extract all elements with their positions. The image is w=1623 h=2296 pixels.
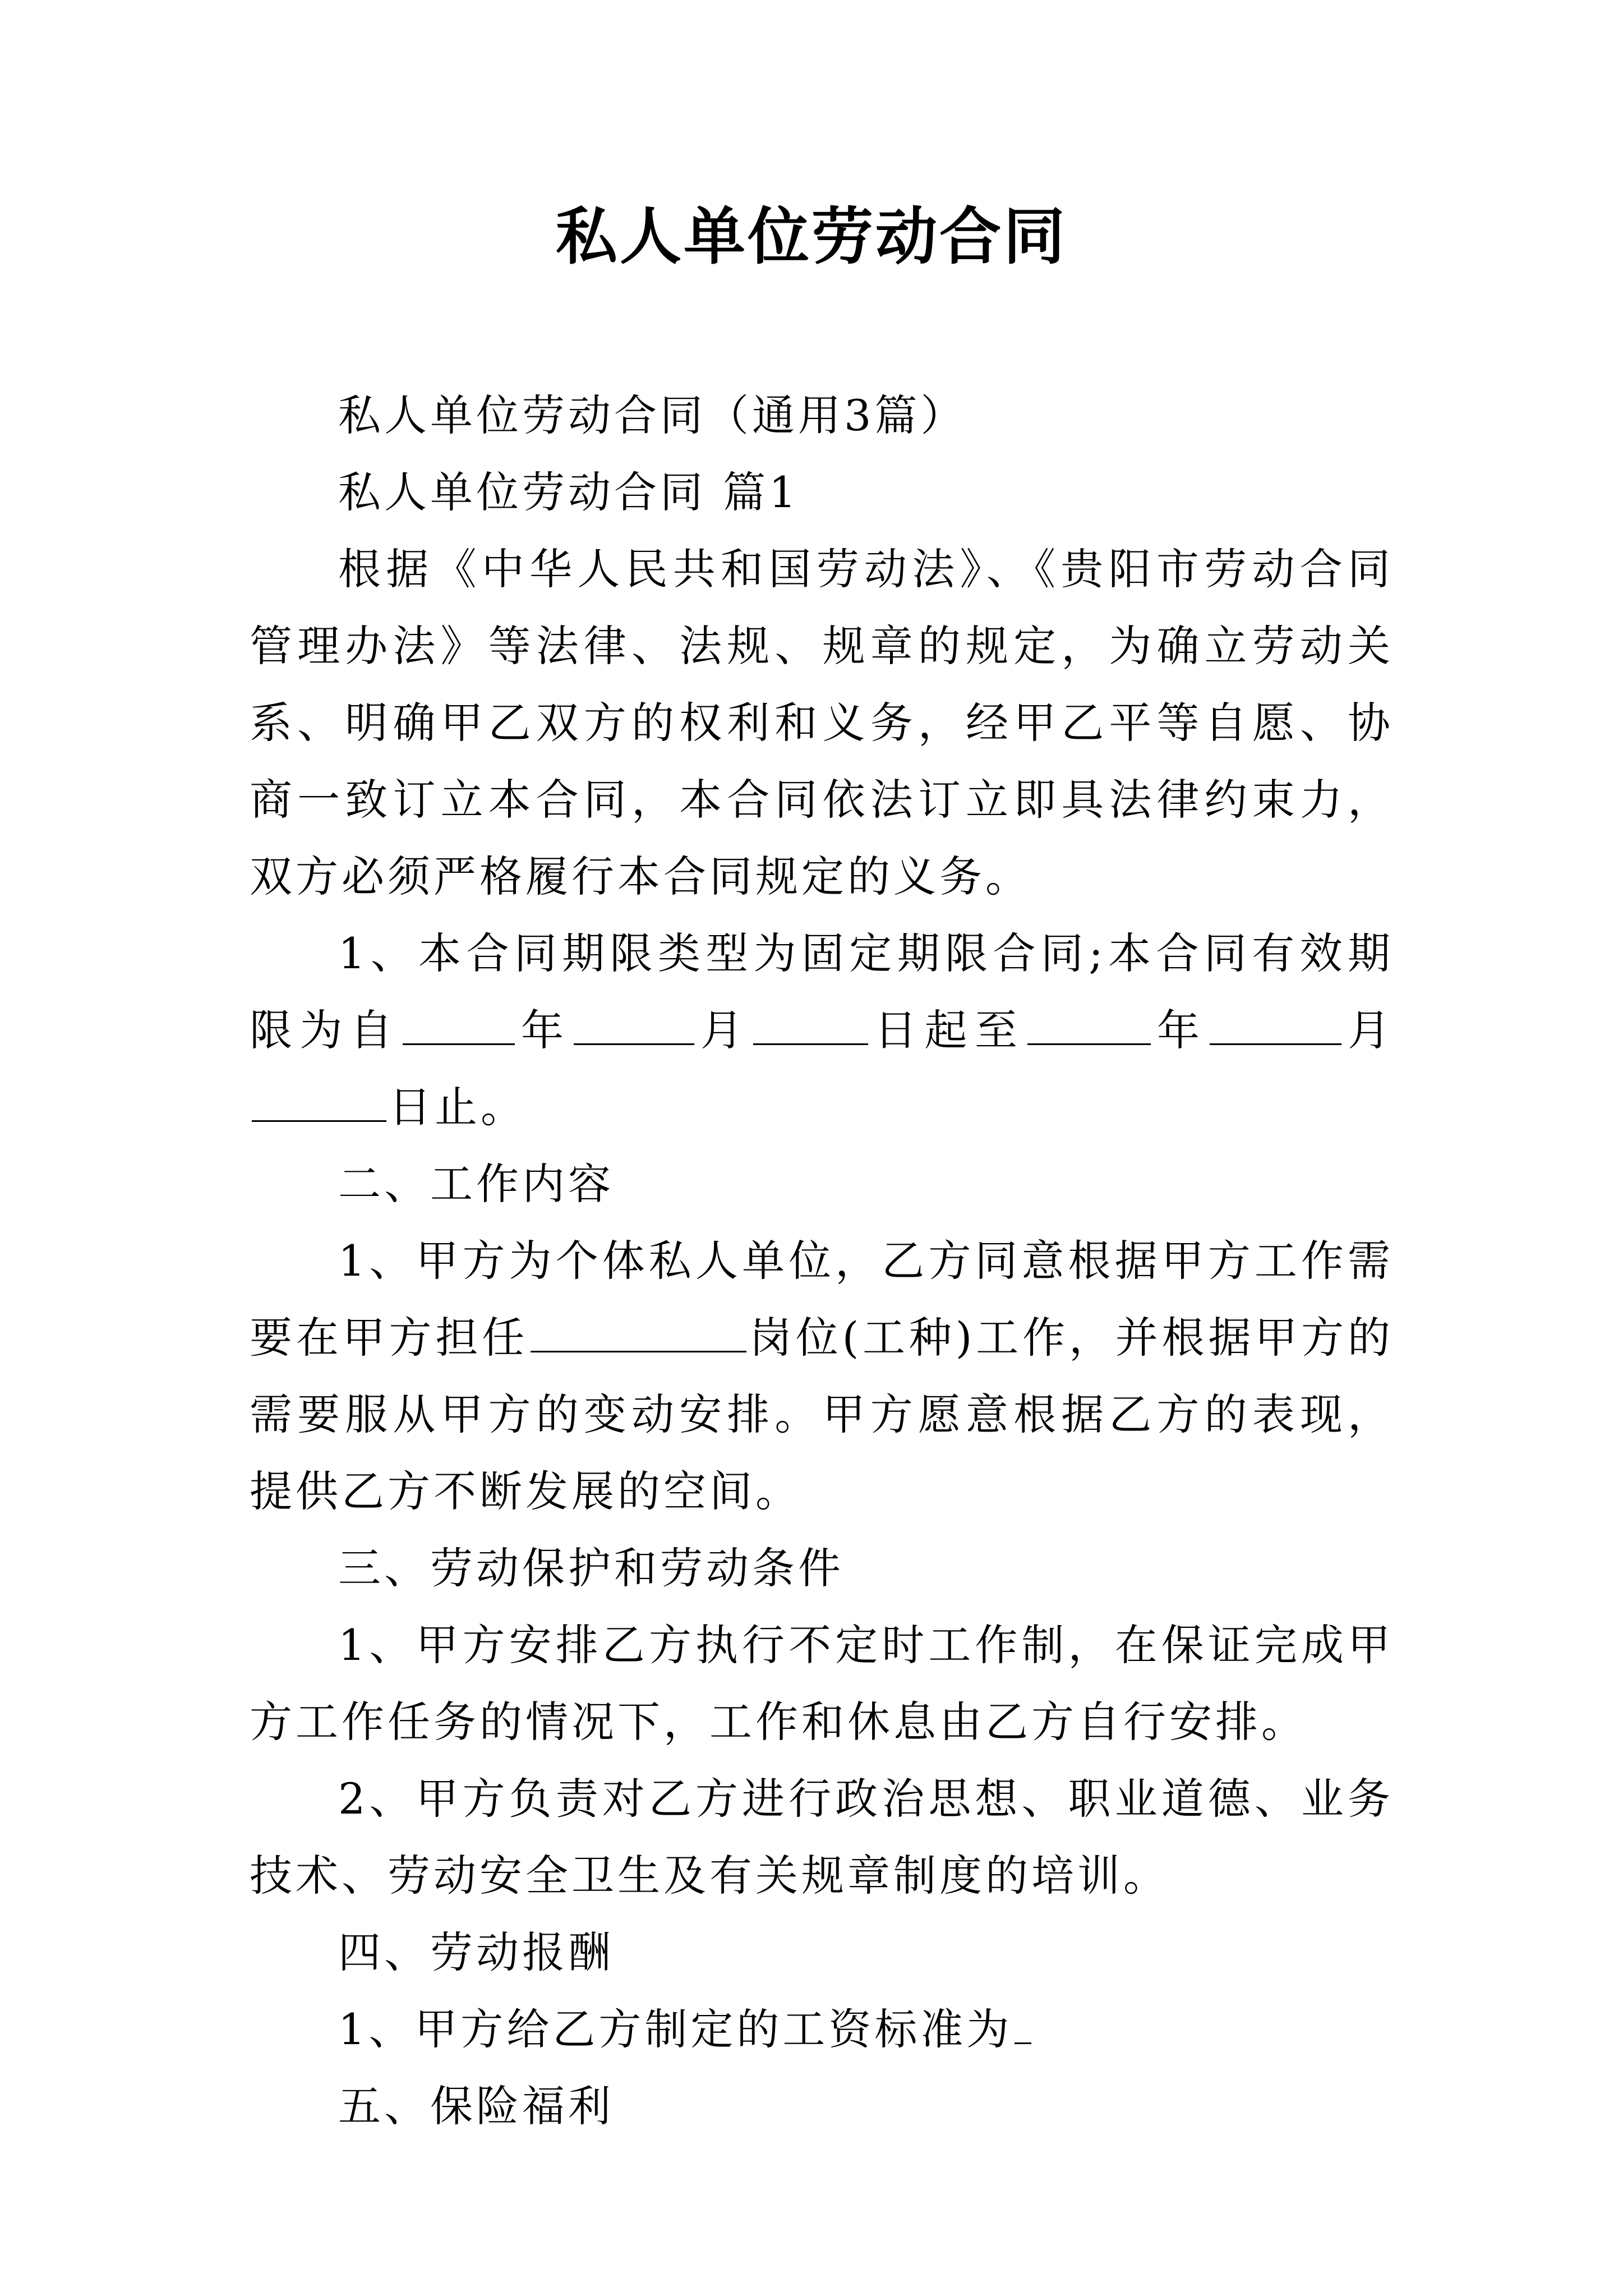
- term-text-b: 年: [517, 1005, 571, 1055]
- term-text-g: 日止。: [389, 1082, 527, 1132]
- term-text-f: 月: [1343, 1005, 1394, 1055]
- paragraph-heading-work: 二、工作内容: [338, 1159, 614, 1209]
- paragraph-preamble: 根据《中华人民共和国劳动法》、《贵阳市劳动合同管理办法》等法律、法规、规章的规定，为确立劳动关系、明确甲乙双方的权利和义务，经甲乙平等自愿、协商一致订立本合同，本合同依法订立即具法律约束力，双方必须严格履行本合同规定的义务。: [250, 544, 1394, 901]
- paragraph-working-hours: 1、甲方安排乙方执行不定时工作制，在保证完成甲方工作任务的情况下，工作和休息由乙方自行安排。: [250, 1620, 1394, 1747]
- work-text-a: 1、甲方为个体私人单位，乙方同意根据甲方工作需要在甲方担任: [250, 1236, 1394, 1363]
- document-body: [250, 377, 1394, 2145]
- paragraph-wage-standard: [250, 1991, 1394, 2068]
- blank-end-year: [1027, 1004, 1151, 1045]
- paragraph-heading-remuneration: 四、劳动报酬: [338, 1927, 614, 1977]
- blank-start-year: [403, 1004, 515, 1045]
- term-text-a: 1、本合同期限类型为固定期限合同;本合同有效期限为自: [250, 928, 1394, 1055]
- paragraph-section-heading: 私人单位劳动合同 篇1: [338, 467, 800, 517]
- blank-start-month: [574, 1004, 694, 1045]
- blank-position: [531, 1312, 746, 1352]
- document-title: 私人单位劳动合同: [556, 200, 1067, 273]
- term-text-e: 年: [1152, 1005, 1207, 1055]
- wage-text: 1、甲方给乙方制定的工资标准为: [338, 2004, 1013, 2054]
- term-text-c: 月: [696, 1005, 751, 1055]
- blank-end-day: [252, 1081, 386, 1122]
- paragraph-training: 2、甲方负责对乙方进行政治思想、职业道德、业务技术、劳动安全卫生及有关规章制度的培训。: [250, 1774, 1394, 1901]
- work-text-b: 岗位(工种)工作，并根据甲方的需要服从甲方的变动安排。甲方愿意根据乙方的表现，提供乙方不断发展的空间。: [250, 1313, 1394, 1516]
- paragraph-work-content: [250, 1222, 1394, 1530]
- paragraph-heading-protection: 三、劳动保护和劳动条件: [338, 1543, 844, 1593]
- term-text-d: 日起至: [870, 1005, 1025, 1055]
- blank-wage: [1015, 2003, 1031, 2044]
- paragraph-heading-insurance: 五、保险福利: [338, 2081, 614, 2131]
- blank-end-month: [1210, 1004, 1341, 1045]
- paragraph-contract-term: [250, 915, 1394, 1145]
- paragraph-subtitle: 私人单位劳动合同（通用3篇）: [338, 390, 967, 440]
- blank-start-day: [753, 1004, 868, 1045]
